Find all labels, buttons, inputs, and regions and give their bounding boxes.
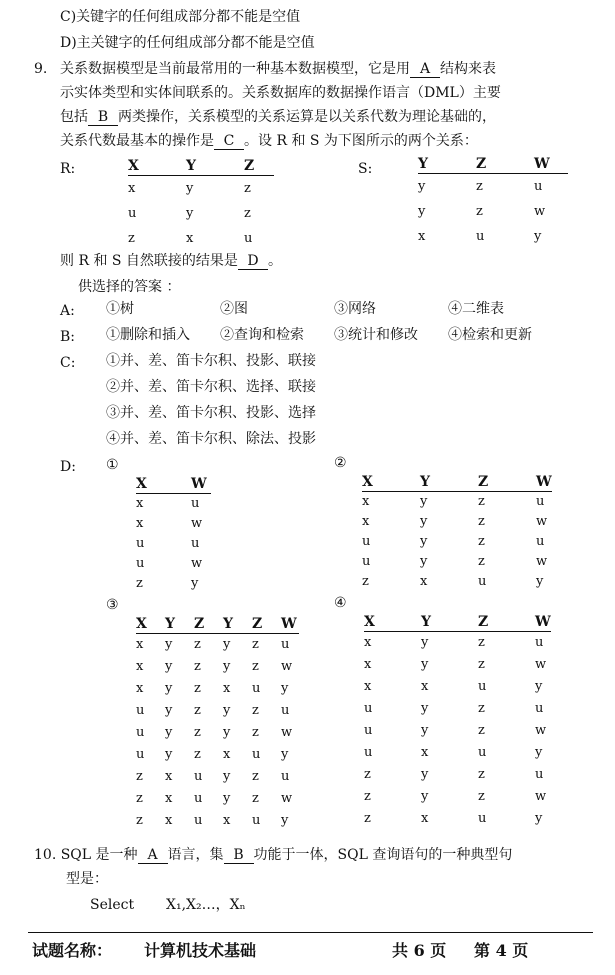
d4-cell: x bbox=[364, 635, 372, 651]
d4-cell: w bbox=[535, 657, 547, 672]
d3-cell: y bbox=[281, 681, 289, 696]
d4-cell: u bbox=[364, 745, 373, 760]
d2-cell: u bbox=[362, 534, 371, 549]
r-cell: z bbox=[244, 180, 251, 196]
s-cell: w bbox=[534, 203, 546, 219]
q9-line3 bbox=[60, 108, 496, 126]
d4-cell: w bbox=[535, 789, 547, 804]
d4-cell: z bbox=[364, 811, 371, 826]
s-cell: x bbox=[418, 228, 426, 244]
d3-cell: u bbox=[136, 725, 145, 740]
d3-cell: z bbox=[252, 637, 259, 653]
d3-cell: z bbox=[194, 637, 201, 653]
option-d-line: D)主关键字的任何组成部分都不能是空值 bbox=[60, 35, 315, 51]
d3-cell: y bbox=[223, 725, 231, 740]
d4-cell: z bbox=[478, 635, 485, 651]
d4-table bbox=[364, 614, 551, 830]
footer-name-value: 计算机技术基础 bbox=[144, 941, 257, 960]
d1-cell: x bbox=[136, 496, 144, 512]
answer-a-opt1: ①树 bbox=[106, 301, 134, 317]
d4-cell: z bbox=[364, 789, 371, 804]
d2-cell: u bbox=[536, 534, 545, 549]
d4-cell: y bbox=[421, 657, 429, 672]
d3-cell: z bbox=[252, 791, 259, 806]
answer-b-opt2: ②查询和检索 bbox=[220, 327, 304, 343]
d3-cell: y bbox=[281, 813, 289, 828]
answer-d-table3 bbox=[136, 616, 299, 832]
d2-cell: y bbox=[536, 574, 544, 589]
d4-header: Z bbox=[478, 614, 535, 632]
q9-number: 9. bbox=[34, 61, 48, 77]
select-columns: X₁,X₂…，Xₙ bbox=[166, 897, 246, 913]
d2-cell: u bbox=[362, 554, 371, 569]
relation-r bbox=[128, 158, 274, 251]
d2-cell: y bbox=[420, 554, 428, 569]
d4-cell: u bbox=[364, 723, 373, 738]
answer-a-opt3: ③网络 bbox=[334, 301, 376, 317]
answer-c-opt4: ④并、差、笛卡尔积、除法、投影 bbox=[106, 431, 316, 447]
answer-c-label: C: bbox=[60, 355, 76, 371]
answer-a-label: A: bbox=[60, 303, 75, 319]
select-keyword: Select bbox=[90, 897, 135, 913]
answer-d-table2 bbox=[362, 474, 552, 592]
r-cell: z bbox=[128, 230, 135, 246]
d2-table bbox=[362, 474, 552, 592]
d2-cell: w bbox=[536, 514, 548, 529]
d4-cell: y bbox=[535, 679, 543, 694]
d1-cell: w bbox=[191, 556, 203, 571]
join-pre: 则 R 和 S 自然联接的结果是 bbox=[60, 253, 238, 269]
answer-c-opt3: ③并、差、笛卡尔积、投影、选择 bbox=[106, 405, 316, 421]
d3-cell: x bbox=[136, 681, 144, 696]
d2-header: Z bbox=[478, 474, 536, 492]
d4-cell: x bbox=[364, 679, 372, 694]
q9-line1-pre: 关系数据模型是当前最常用的一种基本数据模型，它是用 bbox=[60, 61, 410, 77]
d3-cell: y bbox=[165, 747, 173, 762]
d4-cell: y bbox=[421, 635, 429, 651]
d3-cell: z bbox=[194, 703, 201, 718]
d3-cell: y bbox=[223, 791, 231, 806]
q10-line1-pre: 10. SQL 是一种 bbox=[34, 847, 138, 863]
s-cell: u bbox=[476, 228, 485, 244]
r-cell: x bbox=[128, 180, 136, 196]
s-cell: y bbox=[534, 228, 542, 244]
r-header-y: Y bbox=[186, 158, 244, 176]
d2-cell: x bbox=[362, 514, 370, 529]
d4-cell: x bbox=[364, 657, 372, 672]
d2-cell: u bbox=[536, 494, 545, 510]
d3-cell: y bbox=[223, 637, 231, 653]
d3-header: W bbox=[281, 616, 299, 634]
d2-cell: x bbox=[420, 574, 428, 589]
d3-cell: u bbox=[281, 769, 290, 784]
answer-b-opt3: ③统计和修改 bbox=[334, 327, 418, 343]
d3-cell: z bbox=[136, 769, 143, 784]
s-cell: z bbox=[476, 178, 483, 194]
r-header-z: Z bbox=[244, 158, 274, 176]
footer-pages: 共 6 页 bbox=[392, 941, 447, 960]
s-cell: y bbox=[418, 178, 426, 194]
d3-cell: z bbox=[194, 659, 201, 674]
d3-cell: z bbox=[252, 703, 259, 718]
blank-d: D bbox=[238, 253, 268, 270]
d3-cell: u bbox=[252, 681, 261, 696]
d4-cell: u bbox=[478, 811, 487, 826]
d3-header: Z bbox=[252, 616, 281, 634]
d1-header: W bbox=[191, 476, 211, 494]
d3-cell: x bbox=[136, 637, 144, 653]
d3-cell: u bbox=[194, 769, 203, 784]
d4-cell: w bbox=[535, 723, 547, 738]
d1-cell: w bbox=[191, 516, 203, 531]
d3-cell: z bbox=[136, 813, 143, 828]
d4-cell: x bbox=[421, 745, 429, 760]
answer-a-opt2: ②图 bbox=[220, 301, 248, 317]
r-cell: x bbox=[186, 230, 194, 246]
d2-header: X bbox=[362, 474, 420, 492]
d3-cell: z bbox=[194, 681, 201, 696]
d4-cell: y bbox=[421, 723, 429, 738]
d3-cell: y bbox=[223, 769, 231, 784]
q10-line1 bbox=[34, 846, 512, 864]
d3-cell: u bbox=[281, 703, 290, 718]
d3-cell: x bbox=[223, 747, 231, 762]
join-sentence bbox=[60, 252, 282, 270]
r-header-x: X bbox=[128, 158, 186, 176]
answer-b-opt4: ④检索和更新 bbox=[448, 327, 532, 343]
d4-cell: y bbox=[421, 701, 429, 716]
join-post: 。 bbox=[267, 253, 282, 269]
d3-cell: x bbox=[165, 791, 173, 806]
q9-line2: 示实体类型和实体间联系的。关系数据库的数据操作语言（DML）主要 bbox=[60, 85, 501, 101]
d3-cell: y bbox=[223, 703, 231, 718]
d3-cell: u bbox=[136, 703, 145, 718]
q10-line1-mid: 语言，集 bbox=[167, 847, 224, 863]
s-cell: y bbox=[418, 203, 426, 219]
d3-cell: u bbox=[252, 813, 261, 828]
q9-line4-pre: 关系代数最基本的操作是 bbox=[60, 133, 214, 149]
d1-header: X bbox=[136, 476, 191, 494]
d3-cell: x bbox=[136, 659, 144, 674]
d2-cell: z bbox=[478, 554, 485, 569]
d3-cell: w bbox=[281, 791, 293, 806]
d2-cell: z bbox=[478, 494, 485, 510]
relation-s-table bbox=[418, 156, 568, 249]
q10-line2: 型是： bbox=[66, 871, 108, 887]
r-cell: z bbox=[244, 205, 251, 221]
q9-line4 bbox=[60, 132, 478, 150]
d3-cell: y bbox=[223, 659, 231, 674]
answer-d-mark2: ② bbox=[334, 455, 347, 471]
d4-cell: y bbox=[535, 811, 543, 826]
relation-r-label: R: bbox=[60, 161, 76, 177]
option-c-line: C)关键字的任何组成部分都不能是空值 bbox=[60, 9, 301, 25]
d3-cell: y bbox=[165, 725, 173, 740]
d3-header: X bbox=[136, 616, 165, 634]
d2-cell: w bbox=[536, 554, 548, 569]
q10-blank-b: B bbox=[224, 847, 254, 864]
r-cell: y bbox=[186, 180, 194, 196]
d1-cell: u bbox=[136, 536, 145, 551]
q9-line3-pre: 包括 bbox=[60, 109, 88, 125]
answer-b-label: B: bbox=[60, 329, 76, 345]
d2-cell: y bbox=[420, 514, 428, 529]
blank-c: C bbox=[214, 133, 244, 150]
r-cell: u bbox=[128, 205, 137, 221]
answer-d-label: D: bbox=[60, 459, 76, 475]
s-header-w: W bbox=[534, 156, 568, 174]
q9-line1 bbox=[60, 60, 496, 78]
d3-cell: z bbox=[252, 769, 259, 784]
relation-s bbox=[418, 156, 568, 249]
answer-d-table1 bbox=[136, 476, 211, 594]
q9-line1-post: 结构来表 bbox=[440, 61, 496, 77]
d3-header: Y bbox=[165, 616, 194, 634]
q10-blank-a: A bbox=[138, 847, 168, 864]
d1-cell: x bbox=[136, 516, 144, 531]
d4-cell: x bbox=[421, 811, 429, 826]
d2-cell: y bbox=[420, 494, 428, 510]
d3-cell: u bbox=[194, 791, 203, 806]
d3-cell: u bbox=[194, 813, 203, 828]
d4-cell: y bbox=[421, 767, 429, 782]
d2-cell: z bbox=[362, 574, 369, 589]
d3-cell: y bbox=[165, 659, 173, 674]
d1-cell: u bbox=[136, 556, 145, 571]
d4-cell: y bbox=[535, 745, 543, 760]
d4-cell: z bbox=[478, 701, 485, 716]
d3-cell: x bbox=[165, 813, 173, 828]
answer-d-table4 bbox=[364, 614, 551, 830]
q9-line3-post: 两类操作，关系模型的关系运算是以关系代数为理论基础的， bbox=[118, 109, 496, 125]
d3-cell: x bbox=[223, 681, 231, 696]
relation-r-table bbox=[128, 158, 274, 251]
answer-a-opt4: ④二维表 bbox=[448, 301, 504, 317]
d3-cell: u bbox=[252, 747, 261, 762]
q10-line1-post: 功能于一体，SQL 查询语句的一种典型句 bbox=[253, 847, 513, 863]
d3-cell: y bbox=[165, 681, 173, 696]
d3-cell: z bbox=[136, 791, 143, 806]
s-header-z: Z bbox=[476, 156, 534, 174]
d4-cell: z bbox=[364, 767, 371, 782]
d3-cell: u bbox=[136, 747, 145, 762]
d3-cell: x bbox=[223, 813, 231, 828]
d4-cell: u bbox=[478, 745, 487, 760]
d3-cell: w bbox=[281, 725, 293, 740]
d2-cell: u bbox=[478, 574, 487, 589]
d3-header: Z bbox=[194, 616, 223, 634]
d4-cell: u bbox=[535, 635, 544, 651]
d4-header: W bbox=[535, 614, 551, 630]
d3-cell: z bbox=[194, 725, 201, 740]
d3-cell: u bbox=[281, 637, 290, 653]
blank-b: B bbox=[88, 109, 118, 126]
d2-cell: z bbox=[478, 534, 485, 549]
d4-cell: u bbox=[535, 701, 544, 716]
d4-cell: u bbox=[478, 679, 487, 694]
d4-header: X bbox=[364, 614, 421, 632]
answer-c-opt1: ①并、差、笛卡尔积、投影、联接 bbox=[106, 353, 316, 369]
answer-b-opt1: ①删除和插入 bbox=[106, 327, 190, 343]
d1-cell: u bbox=[191, 496, 200, 512]
d4-cell: y bbox=[421, 789, 429, 804]
d3-cell: x bbox=[165, 769, 173, 784]
d1-cell: z bbox=[136, 576, 143, 591]
s-cell: z bbox=[476, 203, 483, 219]
footer-page-no: 第 4 页 bbox=[474, 941, 529, 960]
d4-cell: z bbox=[478, 767, 485, 782]
d4-cell: z bbox=[478, 789, 485, 804]
d2-cell: z bbox=[478, 514, 485, 529]
s-cell: u bbox=[534, 178, 543, 194]
d1-table bbox=[136, 476, 211, 594]
d3-cell: z bbox=[252, 725, 259, 740]
d2-cell: x bbox=[362, 494, 370, 510]
d2-header: W bbox=[536, 474, 552, 490]
answer-d-mark1: ① bbox=[106, 457, 119, 473]
r-cell: u bbox=[244, 230, 253, 246]
d4-cell: x bbox=[421, 679, 429, 694]
d3-cell: y bbox=[281, 747, 289, 762]
d4-cell: u bbox=[535, 767, 544, 782]
d3-cell: z bbox=[252, 659, 259, 674]
answer-d-mark4: ④ bbox=[334, 595, 347, 611]
answers-title: 供选择的答案 ： bbox=[78, 279, 181, 295]
d2-header: Y bbox=[420, 474, 478, 492]
d3-cell: y bbox=[165, 637, 173, 653]
relation-s-label: S: bbox=[358, 161, 373, 177]
d4-cell: u bbox=[364, 701, 373, 716]
d3-header: Y bbox=[223, 616, 252, 634]
d2-cell: y bbox=[420, 534, 428, 549]
footer-rule bbox=[28, 932, 593, 933]
d1-cell: u bbox=[191, 536, 200, 551]
answer-c-opt2: ②并、差、笛卡尔积、选择、联接 bbox=[106, 379, 316, 395]
d4-cell: z bbox=[478, 657, 485, 672]
d4-cell: z bbox=[478, 723, 485, 738]
answer-d-mark3: ③ bbox=[106, 597, 119, 613]
blank-a: A bbox=[410, 61, 440, 78]
d3-cell: z bbox=[194, 747, 201, 762]
q9-line4-post: 。设 R 和 S 为下图所示的两个关系： bbox=[244, 133, 478, 149]
d4-header: Y bbox=[421, 614, 478, 632]
d3-table bbox=[136, 616, 299, 832]
footer-name-label: 试题名称： bbox=[32, 941, 113, 960]
s-header-y: Y bbox=[418, 156, 476, 174]
r-cell: y bbox=[186, 205, 194, 221]
d1-cell: y bbox=[191, 576, 199, 591]
d3-cell: y bbox=[165, 703, 173, 718]
d3-cell: w bbox=[281, 659, 293, 674]
